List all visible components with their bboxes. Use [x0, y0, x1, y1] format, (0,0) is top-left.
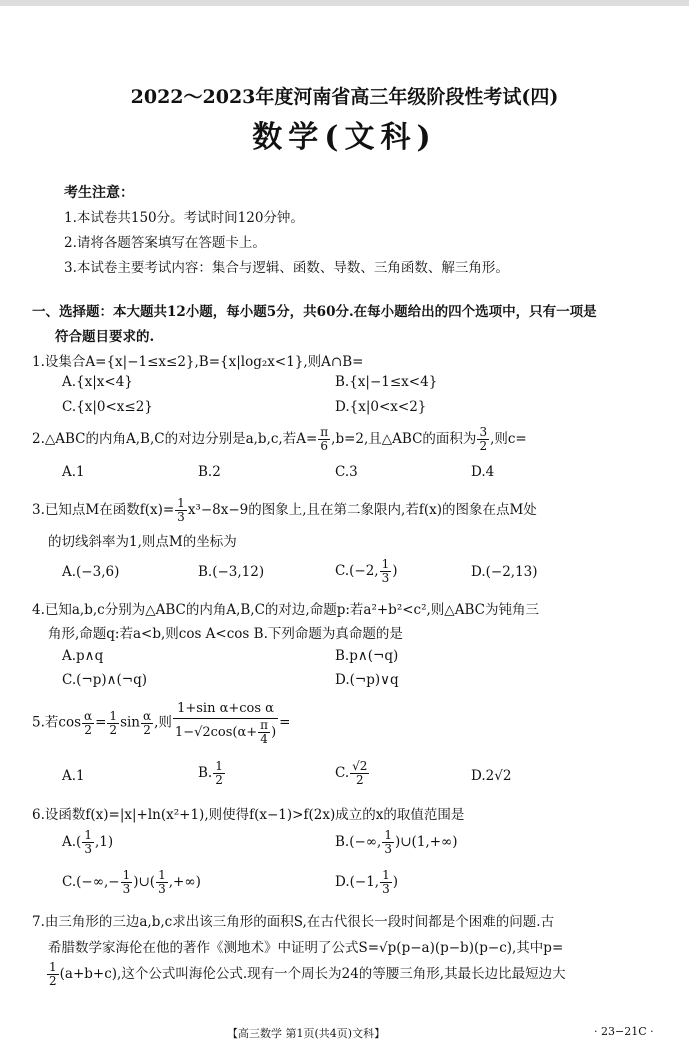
opt-text: A.(: [62, 834, 82, 850]
q6-d-frac: [380, 869, 392, 896]
q3-option-c: [335, 558, 398, 585]
q5-option-b: [198, 760, 226, 787]
q7-stem-line3: [46, 961, 566, 988]
q2-option-b: B.2: [198, 464, 221, 480]
q3-stem-b: x³−8x−9的图象上,且在第二象限内,若f(x)的图象在点M处: [187, 502, 537, 518]
q5-text: sin: [120, 714, 141, 731]
q1-option-d: D.{x|0<x<2}: [335, 399, 427, 415]
footer-page-info: 【高三数学 第1页(共4页)文科】: [227, 1027, 386, 1040]
opt-text: C.(−∞,−: [62, 874, 120, 890]
q5-text: 5.若cos: [32, 714, 81, 731]
q6-c-frac1: [121, 869, 133, 896]
q5-frac-alpha2b: [141, 710, 153, 737]
notice-heading: 考生注意：: [64, 185, 134, 201]
frac-num: 1: [109, 708, 118, 723]
opt-text: ): [392, 874, 399, 890]
q3-stem-line2: 的切线斜率为1,则点M的坐标为: [48, 534, 237, 550]
frac-den: 4: [260, 732, 268, 746]
notice-block: [64, 181, 509, 281]
frac-num: 1: [84, 828, 92, 842]
q3-stem: [32, 497, 537, 524]
den-text: 1−√2cos(α+: [174, 725, 258, 740]
q1-option-a: A.{x|x<4}: [62, 374, 133, 390]
frac-num: α: [84, 708, 93, 723]
q2-stem-a: 2.△ABC的内角A,B,C的对边分别是a,b,c,若A=: [32, 431, 318, 447]
q2-stem-c: ,则c=: [490, 431, 527, 447]
q6-option-b: [335, 829, 458, 856]
frac-den: 3: [177, 510, 185, 524]
q5-option-d: D.2√2: [471, 768, 512, 784]
frac-den: 3: [381, 571, 390, 585]
q3-option-b: B.(−3,12): [198, 564, 265, 580]
q3-option-d: D.(−2,13): [471, 564, 538, 580]
q5-option-c: [335, 760, 370, 787]
q7-text: (a+b+c),这个公式叫海伦公式.现有一个周长为24的等腰三角形,其最长边比最短边大: [59, 966, 566, 982]
frac-num: 1: [49, 960, 57, 974]
opt-text: )∪(1,+∞): [394, 834, 458, 850]
q5-frac-half: [107, 710, 119, 737]
q4-option-b: B.p∧(¬q): [335, 648, 399, 664]
frac-num: 1: [381, 557, 390, 571]
frac-num: 1: [382, 868, 390, 882]
q4-option-c: C.(¬p)∧(¬q): [62, 672, 147, 688]
frac-num: 1: [158, 868, 166, 882]
den-frac: [258, 719, 270, 746]
q1-option-b: B.{x|−1≤x<4}: [335, 374, 438, 390]
q5-frac-alpha2: [82, 710, 94, 737]
q2-option-a: A.1: [62, 464, 85, 480]
notice-item: 1.本试卷共150分。考试时间120分钟。: [64, 210, 304, 226]
opt-text: ,1): [94, 834, 114, 850]
q2-stem-b: ,b=2,且△ABC的面积为: [331, 431, 477, 447]
q1-option-c: C.{x|0<x≤2}: [62, 399, 153, 415]
q4-stem-line2: 角形,命题q:若a<b,则cos A<cos B.下列命题为真命题的是: [48, 626, 403, 642]
section-heading: 一、选择题：本大题共12小题，每小题5分，共60分.在每小题给出的四个选项中，只有一项是: [32, 304, 597, 320]
q2-option-c: C.3: [335, 464, 358, 480]
notice-item: 2.请将各题答案填写在答题卡上。: [64, 235, 266, 251]
frac-num: π: [260, 718, 269, 732]
q6-b-frac: [382, 829, 394, 856]
frac-den: 2: [109, 722, 118, 737]
opt-text: B.: [198, 765, 213, 781]
exam-title: 2022～2023年度河南省高三年级阶段性考试(四): [130, 86, 559, 108]
frac-num: √2: [352, 759, 368, 773]
frac-den: [173, 719, 278, 746]
footer-code: · 23−21C ·: [594, 1025, 654, 1038]
frac-num: 1+sin α+cos α: [173, 700, 278, 719]
q2-frac-area: [477, 426, 489, 453]
frac-den: 2: [215, 773, 223, 787]
q3-stem-a: 3.已知点M在函数f(x)=: [32, 502, 175, 518]
q5-big-frac: [173, 700, 278, 746]
opt-text: )∪(: [133, 874, 156, 890]
frac-num: 1: [215, 759, 223, 773]
opt-text: ): [392, 563, 398, 579]
frac-den: 2: [355, 773, 364, 787]
q4-option-a: A.p∧q: [62, 648, 104, 664]
subject-title: 数学(文科): [252, 120, 437, 155]
frac-den: 3: [122, 882, 131, 896]
opt-text: ,+∞): [168, 874, 201, 890]
frac-num: 1: [384, 828, 392, 842]
q3-c-frac: [380, 558, 392, 585]
q7-stem-line2: 希腊数学家海伦在他的著作《测地术》中证明了公式S=√p(p−a)(p−b)(p−c),其中p=: [48, 940, 564, 956]
section-heading-cont: 符合题目要求的.: [55, 329, 155, 345]
q7-frac-half: [47, 961, 59, 988]
q2-option-d: D.4: [471, 464, 495, 480]
frac-den: 2: [143, 722, 151, 737]
q2-stem: [32, 426, 527, 453]
q5-text: ,则: [154, 714, 172, 731]
q6-option-c: [62, 869, 201, 896]
opt-text: C.(−2,: [335, 563, 379, 579]
frac-den: 2: [49, 974, 57, 988]
q4-stem-line1: 4.已知a,b,c分别为△ABC的内角A,B,C的对边,命题p:若a²+b²<c²,则△ABC为钝角三: [32, 602, 539, 618]
frac-den: 3: [382, 882, 390, 896]
frac-num: 1: [177, 496, 185, 510]
scan-top-edge: [0, 0, 689, 6]
frac-num: π: [320, 425, 329, 439]
q7-stem-line1: 7.由三角形的三边a,b,c求出该三角形的面积S,在古代很长一段时间都是个困难的问题.古: [32, 914, 555, 930]
q5-stem: [32, 700, 290, 746]
q5-text: =: [95, 714, 107, 731]
frac-den: 2: [84, 722, 92, 737]
q3-frac: [175, 497, 187, 524]
q3-option-a: A.(−3,6): [62, 564, 120, 580]
opt-text: D.(−1,: [335, 874, 380, 890]
q6-stem: 6.设函数f(x)=|x|+ln(x²+1),则使得f(x−1)>f(2x)成立的x的取值范围是: [32, 807, 465, 823]
q5-option-a: A.1: [62, 768, 85, 784]
q2-frac-pi6: [318, 426, 330, 453]
opt-text: B.(−∞,: [335, 834, 382, 850]
q6-c-frac2: [156, 869, 168, 896]
q1-stem: 1.设集合A={x|−1≤x≤2},B={x|log₂x<1},则A∩B=: [32, 354, 364, 370]
q5-text: =: [279, 714, 291, 731]
frac-num: 1: [122, 868, 131, 882]
notice-item: 3.本试卷主要考试内容：集合与逻辑、函数、导数、三角函数、解三角形。: [64, 260, 509, 276]
q6-option-a: [62, 829, 113, 856]
q4-option-d: D.(¬p)∨q: [335, 672, 399, 688]
frac-num: 3: [479, 425, 488, 439]
frac-den: 3: [84, 842, 92, 856]
frac-den: 6: [320, 439, 329, 453]
q5-c-frac: [350, 760, 369, 787]
frac-den: 3: [158, 882, 166, 896]
opt-text: C.: [335, 765, 350, 781]
den-text: ): [271, 725, 277, 740]
frac-num: α: [143, 708, 152, 723]
q5-b-frac: [213, 760, 225, 787]
frac-den: 3: [384, 842, 392, 856]
frac-den: 2: [479, 439, 488, 453]
q6-a-frac: [82, 829, 94, 856]
q6-option-d: [335, 869, 398, 896]
